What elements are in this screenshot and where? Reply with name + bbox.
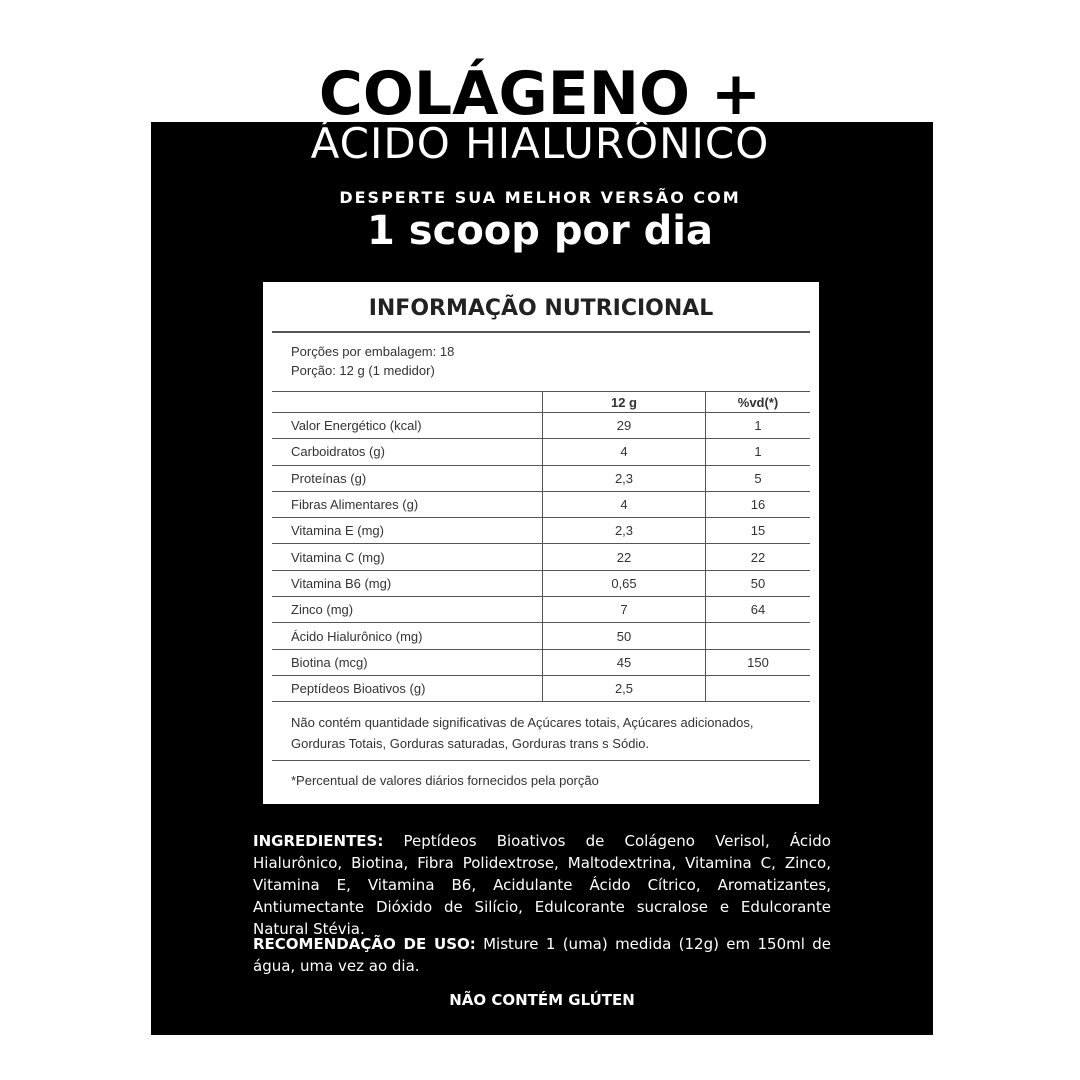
nutrient-vd — [706, 623, 811, 649]
table-row — [272, 623, 810, 649]
nutrient-vd: 1 — [706, 413, 811, 439]
product-title: COLÁGENO + — [318, 59, 762, 129]
nutrient-amount: 4 — [543, 439, 706, 465]
nutrient-name: Peptídeos Bioativos (g) — [272, 675, 543, 701]
ingredients-text: Peptídeos Bioativos de Colágeno Verisol, Ácido Hialurônico, Biotina, Fibra Polidextrose, Maltodextrina, Vitamina C, Zinco, Vitamina E, Vitamina B6, Acidulante Ácido Cítrico, Aromatizantes, Antiumectante Dióxido de Silício, Edulcorante sucralose e Edulcorante Natural Stévia. — [253, 832, 831, 938]
table-row — [272, 544, 810, 570]
nutrient-amount: 2,3 — [543, 518, 706, 544]
gluten-free-notice: NÃO CONTÉM GLÚTEN — [449, 991, 635, 1009]
nutrition-card — [263, 282, 819, 804]
nutrient-vd: 5 — [706, 465, 811, 491]
header-nutrient — [272, 392, 543, 413]
usage-label: RECOMENDAÇÃO DE USO: — [253, 935, 476, 953]
nutrient-amount: 29 — [543, 413, 706, 439]
table-row — [272, 413, 810, 439]
usage-paragraph — [253, 933, 831, 977]
table-row — [272, 570, 810, 596]
portions-per-pack: Porções por embalagem: 18 — [291, 344, 455, 359]
tagline: DESPERTE SUA MELHOR VERSÃO COM — [339, 188, 741, 207]
headline: 1 scoop por dia — [367, 208, 713, 254]
ingredients-label: INGREDIENTES: — [253, 832, 384, 850]
table-row — [272, 675, 810, 701]
nutrient-vd: 150 — [706, 649, 811, 675]
nutrient-vd: 15 — [706, 518, 811, 544]
nutrient-amount: 7 — [543, 597, 706, 623]
nutrient-name: Valor Energético (kcal) — [272, 413, 543, 439]
nutrient-amount: 45 — [543, 649, 706, 675]
table-row — [272, 597, 810, 623]
nutrient-amount: 4 — [543, 491, 706, 517]
nutrient-vd: 22 — [706, 544, 811, 570]
table-row — [272, 439, 810, 465]
usage-text: Misture 1 (uma) medida (12g) em 150ml de água, uma vez ao dia. — [253, 935, 831, 975]
nutrient-name: Vitamina C (mg) — [272, 544, 543, 570]
table-row — [272, 649, 810, 675]
header-amount: 12 g — [543, 392, 706, 413]
nutrient-name: Vitamina E (mg) — [272, 518, 543, 544]
nutrient-name: Zinco (mg) — [272, 597, 543, 623]
nutrition-note: Não contém quantidade significativas de Açúcares totais, Açúcares adicionados, Gorduras Totais, Gorduras saturadas, Gorduras trans s Sódio. — [291, 715, 754, 751]
nutrient-name: Proteínas (g) — [272, 465, 543, 491]
divider — [272, 331, 810, 333]
nutrient-name: Fibras Alimentares (g) — [272, 491, 543, 517]
nutrient-vd: 1 — [706, 439, 811, 465]
nutrient-name: Carboidratos (g) — [272, 439, 543, 465]
ingredients-paragraph — [253, 830, 831, 940]
nutrition-table — [272, 391, 810, 702]
product-subtitle: ÁCIDO HIALURÔNICO — [310, 119, 770, 168]
nutrient-vd: 50 — [706, 570, 811, 596]
nutrient-name: Vitamina B6 (mg) — [272, 570, 543, 596]
table-header-row — [272, 392, 810, 413]
nutrient-name: Biotina (mcg) — [272, 649, 543, 675]
nutrition-footnote: *Percentual de valores diários fornecidos pela porção — [291, 773, 599, 788]
nutrient-vd: 16 — [706, 491, 811, 517]
table-row — [272, 491, 810, 517]
portion-size: Porção: 12 g (1 medidor) — [291, 363, 435, 378]
table-row — [272, 465, 810, 491]
nutrient-name: Ácido Hialurônico (mg) — [272, 623, 543, 649]
nutrient-amount: 2,5 — [543, 675, 706, 701]
divider — [272, 760, 810, 761]
nutrient-amount: 50 — [543, 623, 706, 649]
nutrient-amount: 2,3 — [543, 465, 706, 491]
header-vd: %vd(*) — [706, 392, 811, 413]
nutrient-amount: 0,65 — [543, 570, 706, 596]
nutrient-vd: 64 — [706, 597, 811, 623]
table-row — [272, 518, 810, 544]
nutrient-amount: 22 — [543, 544, 706, 570]
nutrient-vd — [706, 675, 811, 701]
nutrition-title: INFORMAÇÃO NUTRICIONAL — [368, 296, 714, 321]
